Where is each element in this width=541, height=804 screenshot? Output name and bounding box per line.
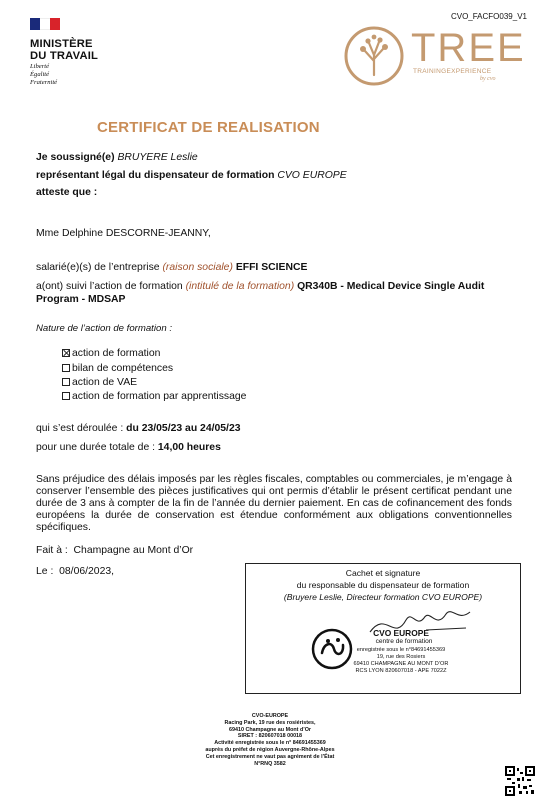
- atteste-line: atteste que :: [36, 187, 98, 198]
- stamp-company-name: CVO EUROPE: [373, 628, 429, 638]
- brand-tagline: by cvo: [480, 76, 496, 82]
- stamp-line: enregistrée sous le n°84691455369: [356, 647, 446, 653]
- stamp-line: 19, rue des Rosiers: [376, 654, 426, 660]
- brand-subtitle: TRAININGEXPERIENCE: [413, 68, 492, 75]
- marianne-flag-logo: [30, 18, 60, 30]
- date-line: Le : 08/06/2023,: [36, 566, 115, 577]
- stamp-line: RCS LYON 820607018 - APE 7022Z: [355, 668, 447, 674]
- cachet-signature-box: [245, 563, 521, 694]
- training-line: a(ont) suivi l’action de formation (intitulé de la formation) QR340B - Medical Device Single Audit: [36, 281, 485, 292]
- tree-logo-icon: [343, 25, 405, 87]
- stamp-subtitle: centre de formation: [375, 638, 433, 645]
- checkbox-checked-icon: [62, 349, 70, 357]
- soussigne-line: Je soussigné(e) BRUYERE Leslie: [36, 152, 198, 163]
- nature-option-apprentissage: action de formation par apprentissage: [62, 391, 246, 402]
- stamp-line: 69410 CHAMPAGNE AU MONT D’OR: [353, 661, 449, 667]
- nature-option-bilan: bilan de compétences: [62, 363, 173, 374]
- checkbox-icon: [62, 378, 70, 386]
- document-code: CVO_FACFO039_V1: [450, 12, 527, 21]
- nature-option-formation: action de formation: [62, 348, 160, 359]
- dates-line: qui s’est déroulée : du 23/05/23 au 24/05/23: [36, 423, 241, 434]
- qr-code-icon: [505, 766, 535, 796]
- checkbox-icon: [62, 392, 70, 400]
- duration-line: pour une durée totale de : 14,00 heures: [36, 442, 221, 453]
- employer-line: salarié(e)(s) de l’entreprise (raison sociale) EFFI SCIENCE: [36, 262, 308, 273]
- place-line: Fait à : Champagne au Mont d’Or: [36, 545, 194, 556]
- cachet-title: Cachet et signature: [345, 568, 421, 578]
- training-line-2: Program - MDSAP: [36, 294, 126, 305]
- certificate-title: CERTIFICAT DE REALISATION: [97, 119, 320, 136]
- cachet-signatory: (Bruyere Leslie, Directeur formation CVO EUROPE): [283, 592, 483, 602]
- legal-paragraph: Sans préjudice des délais imposés par les règles fiscales, comptables ou commerciales, je m’engage à conserver l’ensemble des pièces justificatives qui ont permis d’établir le présent certificat pendant une durée de 3 ans à compter de la fin de l’année du dernier paiement. En cas de cofinancement des fonds européens la durée de conservation est étendue conformément aux obligations conventionnelles spécifiques.: [36, 474, 512, 533]
- cachet-subtitle: du responsable du dispensateur de formation: [296, 580, 470, 590]
- republic-motto: Liberté Égalité Fraternité: [30, 63, 58, 86]
- footer-address: CVO-EUROPE Racing Park, 19 rue des rosiéristes, 69410 Champagne au Mont d’Or SIRET : 820607018 00018 Activité enregistrée sous le n° 84691455369 auprès du préfet de région Auvergne-Rhône-Alpes Cet enregistrement ne vaut pas agrément de l’État N°RNQ 3582: [205, 713, 335, 767]
- ministry-name: MINISTÈRE DU TRAVAIL: [30, 38, 99, 62]
- checkbox-icon: [62, 364, 70, 372]
- beneficiary-name: Mme Delphine DESCORNE-JEANNY,: [36, 228, 211, 239]
- brand-wordmark: TREE: [411, 26, 526, 70]
- representant-line: représentant légal du dispensateur de formation CVO EUROPE: [36, 170, 347, 181]
- nature-option-vae: action de VAE: [62, 377, 137, 388]
- nature-label: Nature de l’action de formation :: [36, 323, 172, 334]
